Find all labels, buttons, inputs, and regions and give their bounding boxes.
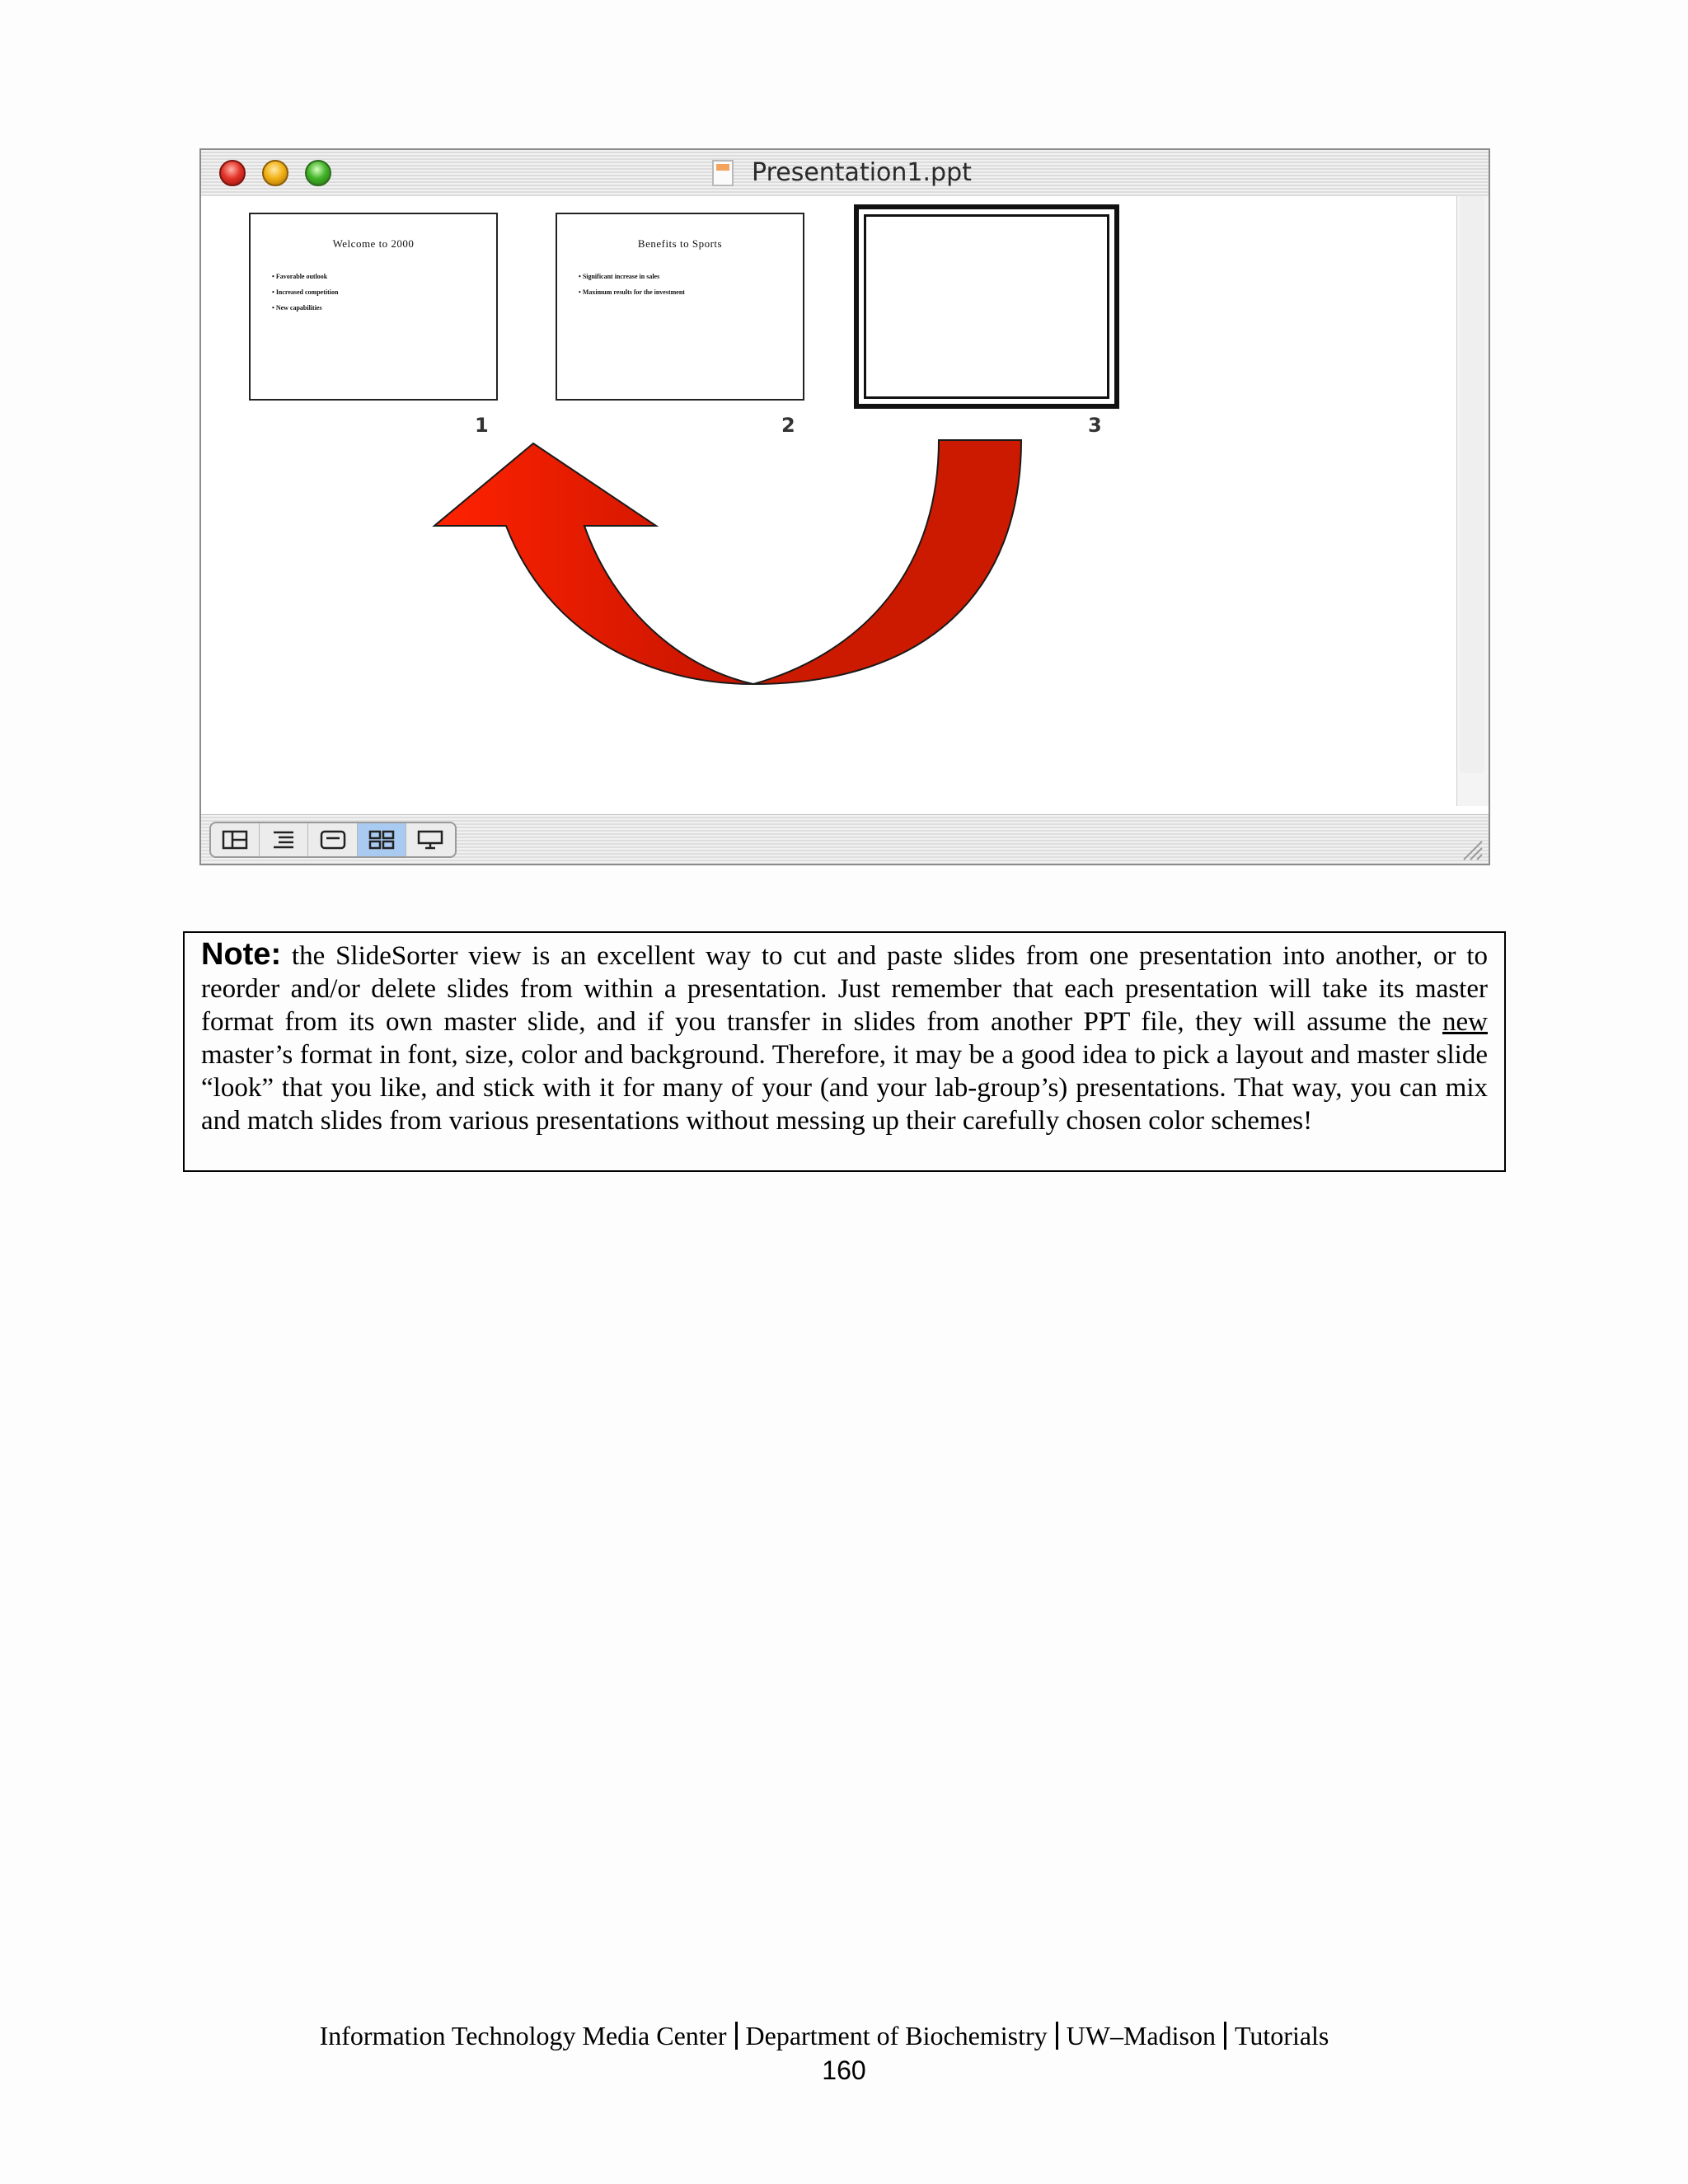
powerpoint-window — [199, 148, 1490, 865]
slide-number-1: 1 — [475, 414, 489, 437]
page-footer — [0, 2021, 1648, 2051]
slide-show-icon[interactable] — [406, 823, 455, 856]
slide-bullet: • Increased competition — [272, 288, 339, 296]
footer-section: Tutorials — [1234, 2021, 1329, 2050]
slide-bullet: • Favorable outlook — [272, 273, 328, 280]
note-text-continued: master’s format in font, size, color and background. Therefore, it may be a good idea to pick a layout and master slide “look” that you like, and stick with it for many of your (and your lab-group’s) presentations. That way, you can mix and match slides from various presentations without messing up their carefully chosen color schemes! — [201, 1040, 1488, 1136]
slide-sorter-view-icon[interactable] — [358, 823, 406, 856]
footer-university: UW–Madison — [1066, 2021, 1216, 2050]
note-label: Note: — [201, 937, 282, 972]
close-button-icon[interactable] — [219, 160, 246, 186]
normal-view-icon[interactable] — [211, 823, 260, 856]
curved-arrow-icon — [201, 196, 1458, 814]
footer-separator — [1056, 2022, 1058, 2050]
outline-view-icon[interactable] — [260, 823, 308, 856]
slide-bullet: • Significant increase in sales — [579, 273, 660, 280]
slide-bullet: • Maximum results for the investment — [579, 288, 685, 296]
minimize-button-icon[interactable] — [262, 160, 288, 186]
window-titlebar[interactable] — [201, 150, 1489, 198]
slide-number-3: 3 — [1088, 414, 1102, 437]
slide-title: Welcome to 2000 — [332, 237, 415, 250]
slide-sorter-canvas[interactable] — [201, 196, 1458, 814]
footer-separator — [1224, 2022, 1226, 2050]
vertical-scrollbar[interactable] — [1456, 196, 1489, 806]
slide-title: Benefits to Sports — [637, 237, 723, 250]
note-emphasis: new — [1442, 1007, 1488, 1037]
page-number: 160 — [822, 2055, 866, 2085]
window-title: Presentation1.ppt — [752, 158, 972, 187]
zoom-button-icon[interactable] — [305, 160, 331, 186]
slide-bullet: • New capabilities — [272, 304, 322, 312]
scrollbar-thumb[interactable] — [1460, 196, 1484, 773]
note-text: the SlideSorter view is an excellent way to cut and paste slides from one presentation into another, or to reorder and/or delete slides from within a presentation. Just remember that each presentation will take its master format from its own master slide, and if you transfer in slides from another PPT file, they will assume the — [201, 941, 1488, 1037]
footer-department: Department of Biochemistry — [745, 2021, 1048, 2050]
view-toolbar — [201, 814, 1489, 865]
view-buttons-group — [209, 822, 457, 858]
footer-separator — [735, 2022, 738, 2050]
footer-org: Information Technology Media Center — [319, 2021, 727, 2050]
note-box — [183, 931, 1506, 1172]
resize-grip-icon[interactable] — [1461, 838, 1484, 861]
slide-view-icon[interactable] — [308, 823, 357, 856]
slide-number-2: 2 — [781, 414, 795, 437]
ppt-document-icon — [712, 160, 734, 186]
